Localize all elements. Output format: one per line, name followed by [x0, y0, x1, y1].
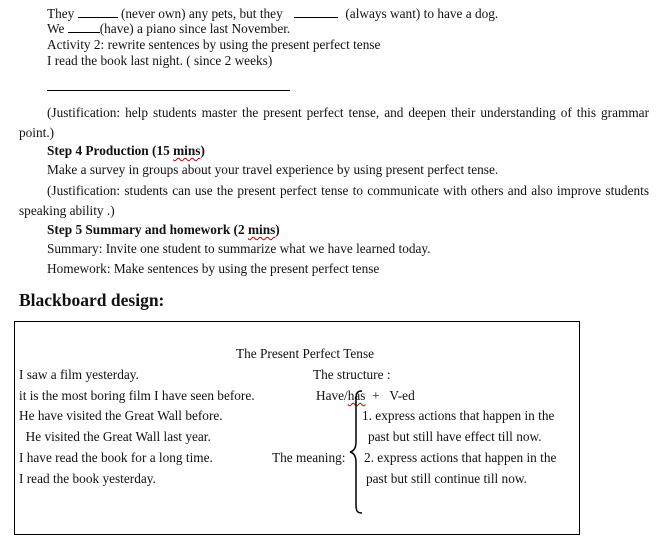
step-5-heading [47, 222, 280, 238]
step-4-heading [47, 143, 205, 159]
verb-hint: (never own) any pets, but they [120, 6, 283, 21]
answer-blank [78, 7, 118, 18]
exercise-sentence-2 [47, 21, 290, 37]
blackboard-title: The Present Perfect Tense [236, 346, 375, 361]
example-sentence: I saw a film yesterday. [19, 367, 139, 382]
activity-2-sentence: I read the book last night. ( since 2 weeks) [47, 53, 273, 68]
structure-label: The structure : [313, 367, 391, 382]
step-4-task: Make a survey in groups about your travel experience by using present perfect tense. [47, 162, 499, 177]
verb-hint: (have) a piano since last November. [99, 21, 291, 36]
formula-have: Have/ [316, 388, 348, 403]
verb-hint: (always want) to have a dog. [345, 6, 499, 21]
example-sentence: He visited the Great Wall last year. [19, 429, 211, 444]
meaning-label: The meaning: [272, 450, 346, 465]
example-sentence: it is the most boring film I have seen before. [19, 388, 255, 403]
justification-paragraph-2: (Justification: students can use the present perfect tense to communicate with others and also improve students speaking ability .) [19, 183, 649, 218]
step-5-summary: Summary: Invite one student to summarize what we have learned today. [47, 241, 431, 256]
example-sentence: I read the book yesterday. [19, 471, 156, 486]
spelling-flag: mins [173, 143, 201, 158]
step-5-title: Step 5 Summary and homework (2 [47, 222, 248, 237]
step-4-title: Step 4 Production (15 [47, 143, 174, 158]
step-5-close: ) [275, 222, 280, 237]
step-5-homework: Homework: Make sentences by using the present perfect tense [47, 261, 380, 276]
activity-2-title: Activity 2: rewrite sentences by using the present perfect tense [47, 37, 381, 52]
justification-paragraph-1: (Justification: help students master the present perfect tense, and deepen their understanding of this grammar point.) [19, 105, 649, 140]
example-sentence: He have visited the Great Wall before. [19, 408, 223, 423]
answer-blank [294, 7, 338, 18]
spelling-flag: mins [247, 222, 276, 237]
spelling-flag: has [347, 388, 366, 403]
exercise-sentence-1 [47, 6, 498, 22]
sentence-subject: They [47, 6, 75, 21]
answer-blank [68, 22, 100, 33]
step-4-close: ) [200, 143, 205, 158]
meaning-item: 2. express actions that happen in the [364, 450, 557, 465]
meaning-item: past but still continue till now. [366, 471, 527, 486]
meaning-item: 1. express actions that happen in the [362, 408, 555, 423]
rewrite-answer-line [47, 90, 290, 91]
structure-formula [316, 388, 415, 404]
sentence-subject: We [47, 21, 65, 36]
meaning-item: past but still have effect till now. [368, 429, 542, 444]
blackboard-heading: Blackboard design: [19, 290, 165, 310]
blackboard-box [14, 321, 580, 535]
example-sentence: I have read the book for a long time. [19, 450, 213, 465]
formula-rest: + V-ed [365, 388, 415, 403]
